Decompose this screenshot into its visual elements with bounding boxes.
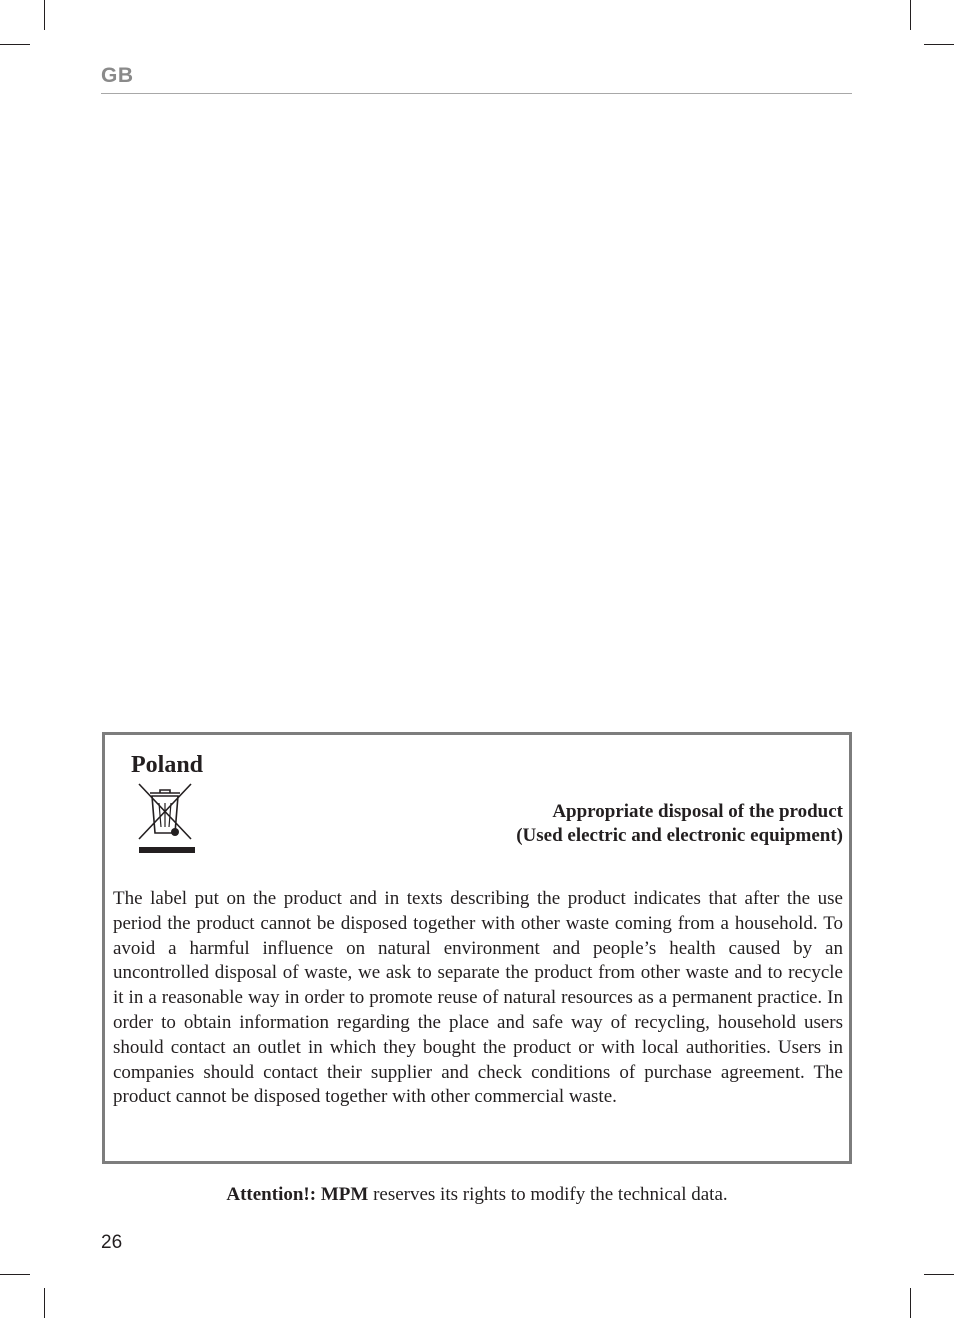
crop-mark [44, 1288, 45, 1318]
crop-mark [0, 1274, 30, 1275]
header-rule [101, 93, 852, 94]
crop-mark [44, 0, 45, 30]
brand-name: MPM [320, 1184, 369, 1205]
country-label: Poland [131, 752, 204, 778]
crop-mark [910, 0, 911, 30]
crop-mark [910, 1288, 911, 1318]
attention-label: Attention!: [226, 1184, 317, 1205]
attention-text: reserves its rights to modify the technical data. [373, 1184, 728, 1205]
language-code: GB [101, 64, 134, 87]
attention-note [0, 1184, 954, 1206]
crop-mark [924, 1274, 954, 1275]
crop-mark [0, 44, 30, 45]
disposal-body-text: The label put on the product and in texts describing the product indicates that after the use period the product cannot be disposed together with other waste coming from a household. To avoid a harmful influence on natural environment and people’s health caused by an uncontrolled disposal of waste, we ask to separate the product from other waste and to recycle it in a reasonable way in order to promote reuse of natural resources as a permanent practice. In order to obtain information regarding the place and safe way of recycling, household users should contact an outlet in which they bought the product or with local authorities. Users in companies should contact their supplier and check conditions of purchase agreement. The product cannot be disposed together with other commercial waste. [113, 888, 843, 1108]
crop-mark [924, 44, 954, 45]
page-number: 26 [101, 1232, 123, 1253]
heading-line-2: (Used electric and electronic equipment) [516, 825, 843, 846]
disposal-heading [516, 800, 843, 848]
heading-line-1: Appropriate disposal of the product [552, 801, 843, 822]
disposal-notice-box [102, 732, 852, 1164]
crossed-out-wheelie-bin-icon [135, 781, 195, 855]
